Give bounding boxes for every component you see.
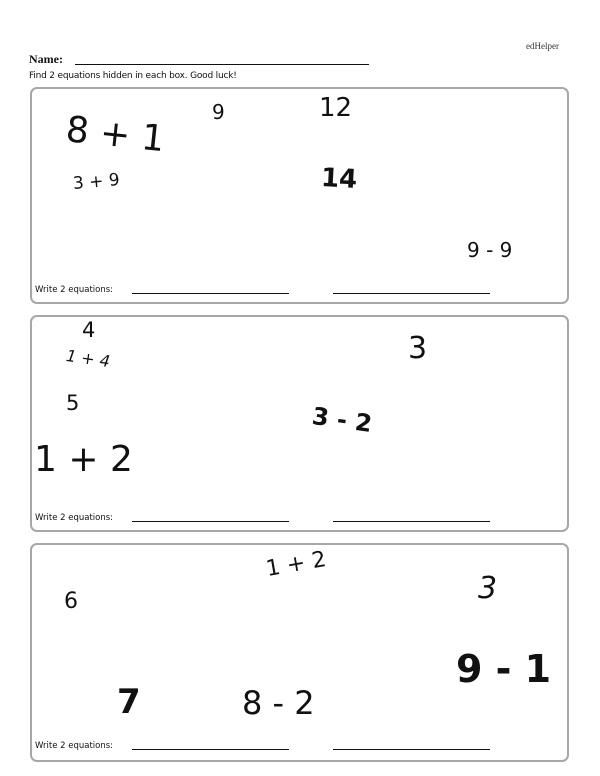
- box3-item-2: 1 + 2: [264, 546, 329, 583]
- box1-item-2: 9: [212, 100, 225, 124]
- name-input-line[interactable]: [75, 64, 369, 65]
- box3-answer-line-2[interactable]: [333, 749, 490, 750]
- puzzle-box-2: [30, 315, 569, 532]
- box1-answer-line-2[interactable]: [333, 293, 490, 294]
- box2-item-6: 1 + 2: [34, 439, 133, 480]
- box2-item-1: 4: [82, 318, 96, 342]
- box3-item-3: 3: [478, 571, 498, 606]
- box1-item-4: 3 + 9: [72, 170, 121, 194]
- box3-item-1: 6: [64, 589, 78, 614]
- brand-label: edHelper: [526, 41, 559, 51]
- box2-answer-line-1[interactable]: [132, 521, 289, 522]
- box1-item-5: 14: [320, 163, 358, 195]
- box3-item-6: 8 - 2: [242, 684, 315, 722]
- box3-item-5: 7: [117, 682, 141, 722]
- box2-write-label: Write 2 equations:: [35, 513, 114, 523]
- box3-item-4: 9 - 1: [456, 647, 552, 691]
- box1-item-6: 9 - 9: [467, 238, 513, 262]
- box3-write-label: Write 2 equations:: [35, 741, 114, 751]
- box1-answer-line-1[interactable]: [132, 293, 289, 294]
- instructions: Find 2 equations hidden in each box. Good luck!: [29, 71, 237, 81]
- box1-write-label: Write 2 equations:: [35, 285, 114, 295]
- box2-item-3: 3: [408, 331, 428, 366]
- box1-item-1: 8 + 1: [63, 109, 167, 161]
- name-label: Name:: [29, 52, 63, 66]
- box2-item-2: 1 + 4: [64, 346, 112, 371]
- box1-item-3: 12: [319, 93, 353, 123]
- box2-item-5: 3 - 2: [310, 401, 374, 439]
- box3-answer-line-1[interactable]: [132, 749, 289, 750]
- box2-item-4: 5: [66, 391, 80, 415]
- box2-answer-line-2[interactable]: [333, 521, 490, 522]
